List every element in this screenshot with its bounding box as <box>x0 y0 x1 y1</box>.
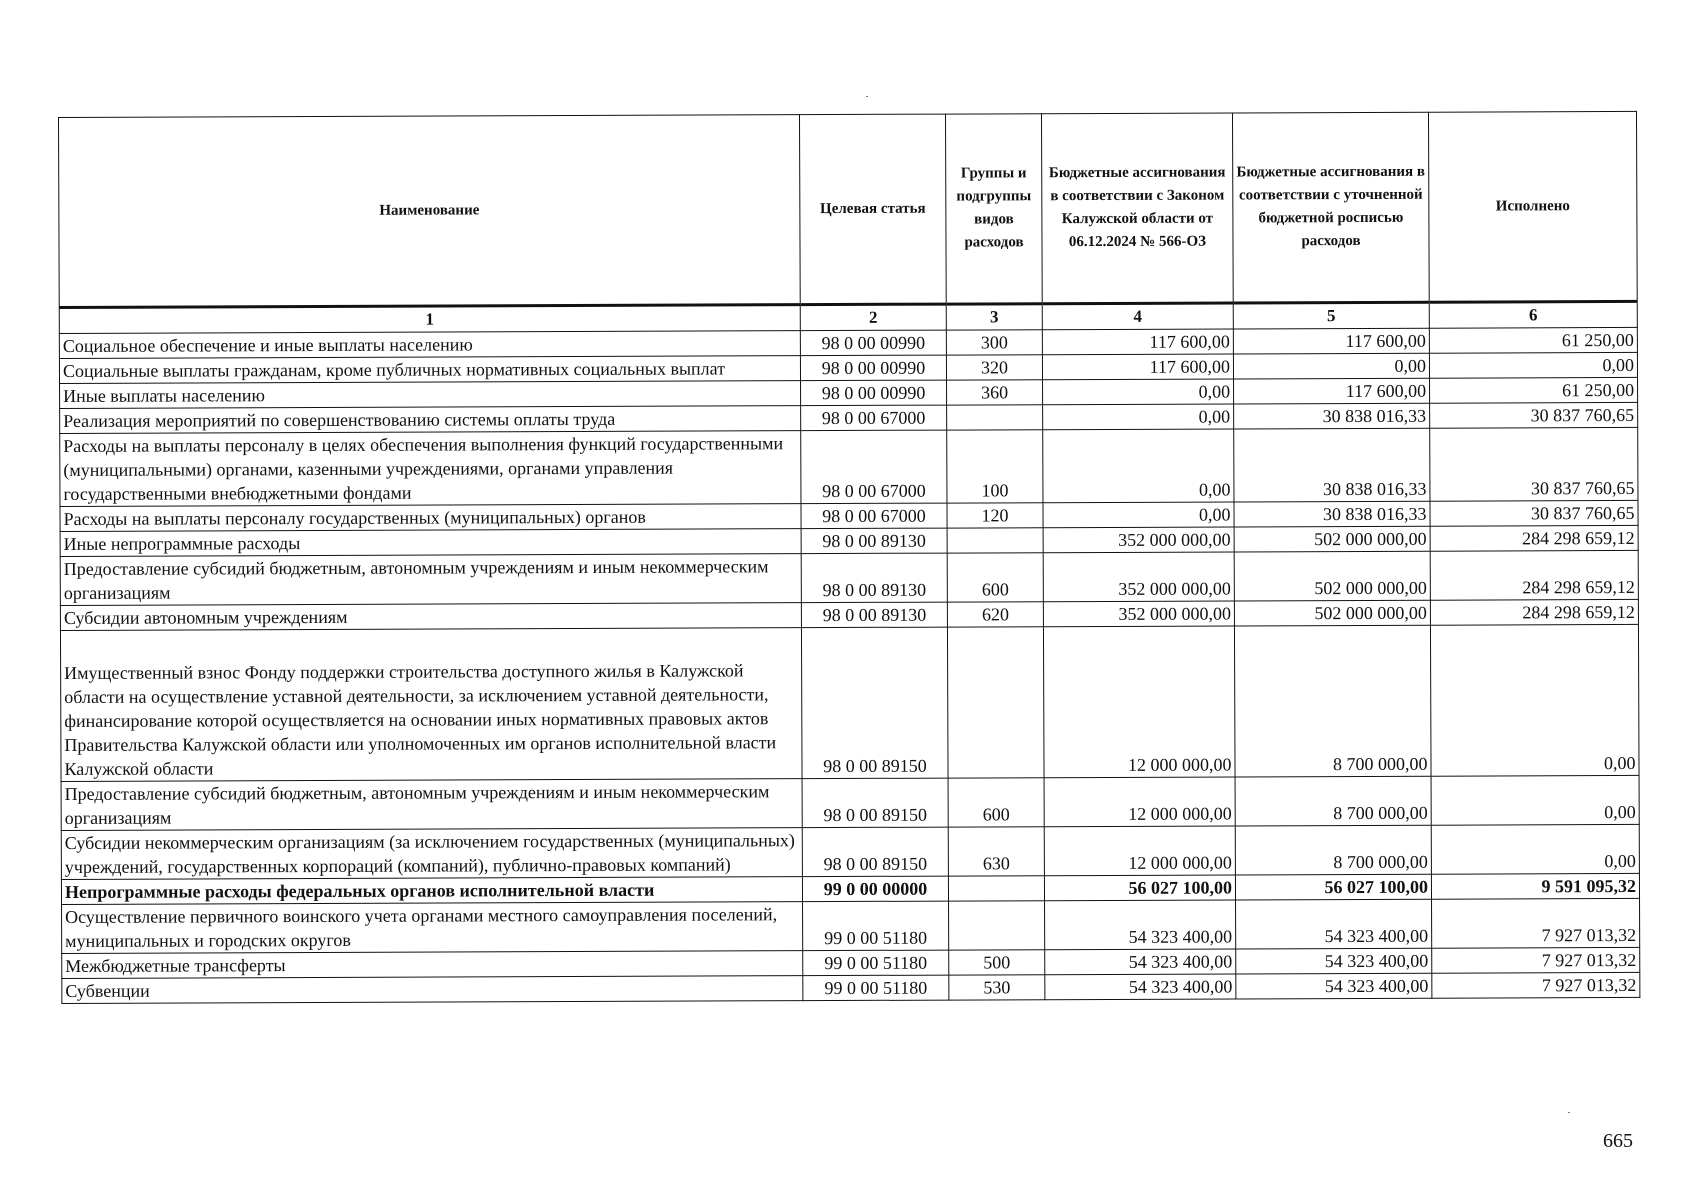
row-name: Осуществление первичного воинского учета органами местного самоуправления поселений, муниципальных и городских округов <box>62 902 803 954</box>
row-target-code: 98 0 00 67000 <box>801 405 947 431</box>
row-law-amount: 0,00 <box>1043 379 1234 405</box>
row-expense-group <box>947 528 1043 553</box>
row-target-code: 99 0 00 51180 <box>803 975 949 1001</box>
column-number: 4 <box>1042 303 1233 330</box>
row-expense-group: 600 <box>948 778 1044 827</box>
row-executed-amount: 0,00 <box>1431 824 1639 874</box>
header-groups: Группы и подгруппы видов расходов <box>945 114 1042 304</box>
row-expense-group <box>947 627 1044 778</box>
row-name: Субвенции <box>62 976 803 1004</box>
row-law-amount: 12 000 000,00 <box>1043 626 1235 778</box>
row-name: Субсидии автономным учреждениям <box>60 603 801 631</box>
row-refined-amount: 502 000 000,00 <box>1234 600 1430 626</box>
row-target-code: 98 0 00 89130 <box>801 553 947 603</box>
row-refined-amount: 30 838 016,33 <box>1234 501 1430 527</box>
row-expense-group: 500 <box>949 950 1045 975</box>
row-refined-amount: 54 323 400,00 <box>1236 948 1432 974</box>
row-name: Межбюджетные трансферты <box>62 951 803 979</box>
row-name: Субсидии некоммерческим организациям (за исключением государственных (муниципальных) учреждений, государственных корпораций (компаний), публично-правовых компаний) <box>61 828 802 880</box>
row-refined-amount: 117 600,00 <box>1234 378 1430 404</box>
row-target-code: 98 0 00 00990 <box>801 380 947 406</box>
row-executed-amount: 0,00 <box>1430 624 1639 776</box>
table-row <box>60 624 1639 781</box>
header-law: Бюджетные ассигнования в соответствии с Законом Калужской области от 06.12.2024 № 566-ОЗ <box>1041 113 1233 304</box>
row-name: Иные выплаты населению <box>60 381 801 409</box>
row-refined-amount: 8 700 000,00 <box>1235 825 1431 875</box>
row-executed-amount: 0,00 <box>1431 775 1639 825</box>
row-refined-amount: 30 838 016,33 <box>1234 428 1430 502</box>
row-expense-group: 630 <box>948 827 1044 876</box>
row-refined-amount: 30 838 016,33 <box>1234 403 1430 429</box>
row-refined-amount: 8 700 000,00 <box>1235 776 1431 826</box>
row-expense-group: 120 <box>947 503 1043 528</box>
row-target-code: 98 0 00 89130 <box>801 528 947 554</box>
row-executed-amount: 30 837 760,65 <box>1430 402 1638 428</box>
row-target-code: 98 0 00 89130 <box>801 602 947 628</box>
row-expense-group: 300 <box>946 330 1042 355</box>
row-target-code: 99 0 00 51180 <box>803 901 949 951</box>
row-executed-amount: 61 250,00 <box>1429 327 1637 353</box>
row-expense-group: 620 <box>947 602 1043 627</box>
row-executed-amount: 7 927 013,32 <box>1432 972 1640 998</box>
row-law-amount: 12 000 000,00 <box>1044 777 1235 827</box>
row-target-code: 99 0 00 51180 <box>803 950 949 976</box>
row-name: Социальное обеспечение и иные выплаты населению <box>59 331 800 359</box>
row-name: Расходы на выплаты персоналу государственных (муниципальных) органов <box>60 504 801 532</box>
row-executed-amount: 284 298 659,12 <box>1430 599 1638 625</box>
row-executed-amount: 284 298 659,12 <box>1430 525 1638 551</box>
row-law-amount: 54 323 400,00 <box>1045 900 1236 950</box>
row-executed-amount: 7 927 013,32 <box>1432 947 1640 973</box>
row-law-amount: 352 000 000,00 <box>1043 601 1234 627</box>
page-number: 665 <box>1603 1130 1633 1152</box>
header-name: Наименование <box>59 115 801 308</box>
header-target: Целевая статья <box>799 114 946 305</box>
row-refined-amount: 56 027 100,00 <box>1235 874 1431 900</box>
row-executed-amount: 284 298 659,12 <box>1430 550 1638 600</box>
row-expense-group <box>949 901 1045 950</box>
row-executed-amount: 30 837 760,65 <box>1430 500 1638 526</box>
row-name: Реализация мероприятий по совершенствованию системы оплаты труда <box>60 406 801 434</box>
row-executed-amount: 30 837 760,65 <box>1430 427 1638 501</box>
column-number: 1 <box>59 305 800 334</box>
header-row <box>59 111 1638 307</box>
table-row <box>60 427 1638 506</box>
row-executed-amount: 7 927 013,32 <box>1432 898 1640 948</box>
row-expense-group: 360 <box>947 380 1043 405</box>
row-refined-amount: 0,00 <box>1233 353 1429 379</box>
row-law-amount: 12 000 000,00 <box>1044 826 1235 876</box>
row-name: Расходы на выплаты персоналу в целях обеспечения выполнения функций государственными (муниципальными) органами, казенными учреждениями, органами управления государственными внебюджетными фондами <box>60 431 801 507</box>
row-target-code: 99 0 00 00000 <box>802 876 948 902</box>
table-row <box>61 775 1639 830</box>
row-target-code: 98 0 00 00990 <box>800 355 946 381</box>
row-expense-group <box>948 876 1044 901</box>
row-expense-group <box>947 405 1043 430</box>
row-law-amount: 56 027 100,00 <box>1044 875 1235 901</box>
row-expense-group: 100 <box>947 430 1043 503</box>
row-executed-amount: 0,00 <box>1429 352 1637 378</box>
budget-table <box>58 111 1640 1004</box>
table-row <box>60 550 1638 605</box>
row-expense-group: 600 <box>947 553 1043 602</box>
row-target-code: 98 0 00 89150 <box>801 627 948 779</box>
row-expense-group: 530 <box>949 975 1045 1000</box>
table-row <box>62 972 1640 1003</box>
row-name: Предоставление субсидий бюджетным, автономным учреждениям и иным некоммерческим организациям <box>60 554 801 606</box>
row-target-code: 98 0 00 89150 <box>802 778 948 828</box>
row-executed-amount: 9 591 095,32 <box>1431 873 1639 899</box>
row-law-amount: 352 000 000,00 <box>1043 552 1234 602</box>
row-law-amount: 54 323 400,00 <box>1045 974 1236 1000</box>
row-refined-amount: 502 000 000,00 <box>1234 551 1430 601</box>
row-refined-amount: 117 600,00 <box>1233 328 1429 354</box>
header-refined: Бюджетные ассигнования в соответствии с уточненной бюджетной росписью расходов <box>1232 112 1429 303</box>
row-name: Непрограммные расходы федеральных органов исполнительной власти <box>61 877 802 905</box>
row-target-code: 98 0 00 00990 <box>800 330 946 356</box>
row-refined-amount: 502 000 000,00 <box>1234 526 1430 552</box>
table-row <box>61 824 1639 879</box>
row-law-amount: 117 600,00 <box>1042 329 1233 355</box>
row-expense-group: 320 <box>946 355 1042 380</box>
column-number: 6 <box>1429 301 1637 328</box>
row-name: Имущественный взнос Фонду поддержки строительства доступного жилья в Калужской области на осуществление уставной деятельности, за исключением уставной деятельности, финансирование которой осуществляется на основании иных нормативных правовых актов Правительства Калужской области или уполномоченных им органов исполнительной власти Калужской области <box>60 628 802 782</box>
row-refined-amount: 54 323 400,00 <box>1236 973 1432 999</box>
row-law-amount: 0,00 <box>1043 429 1234 503</box>
column-number: 3 <box>946 304 1042 330</box>
row-target-code: 98 0 00 67000 <box>801 430 947 504</box>
row-law-amount: 352 000 000,00 <box>1043 527 1234 553</box>
column-number: 5 <box>1233 302 1429 329</box>
column-number: 2 <box>800 304 946 331</box>
scan-speck <box>1568 1112 1570 1113</box>
row-target-code: 98 0 00 89150 <box>802 827 948 877</box>
row-law-amount: 0,00 <box>1043 502 1234 528</box>
row-name: Социальные выплаты гражданам, кроме публичных нормативных социальных выплат <box>59 356 800 384</box>
header-executed: Исполнено <box>1428 111 1637 302</box>
row-refined-amount: 54 323 400,00 <box>1236 899 1432 949</box>
row-target-code: 98 0 00 67000 <box>801 503 947 529</box>
row-name: Иные непрограммные расходы <box>60 529 801 557</box>
scan-speck <box>866 96 868 97</box>
row-refined-amount: 8 700 000,00 <box>1234 625 1431 777</box>
row-law-amount: 54 323 400,00 <box>1045 949 1236 975</box>
table-row <box>62 898 1640 953</box>
row-law-amount: 117 600,00 <box>1042 354 1233 380</box>
row-name: Предоставление субсидий бюджетным, автономным учреждениям и иным некоммерческим организациям <box>61 779 802 831</box>
budget-table-sheet <box>58 111 1639 1004</box>
row-executed-amount: 61 250,00 <box>1430 377 1638 403</box>
row-law-amount: 0,00 <box>1043 404 1234 430</box>
